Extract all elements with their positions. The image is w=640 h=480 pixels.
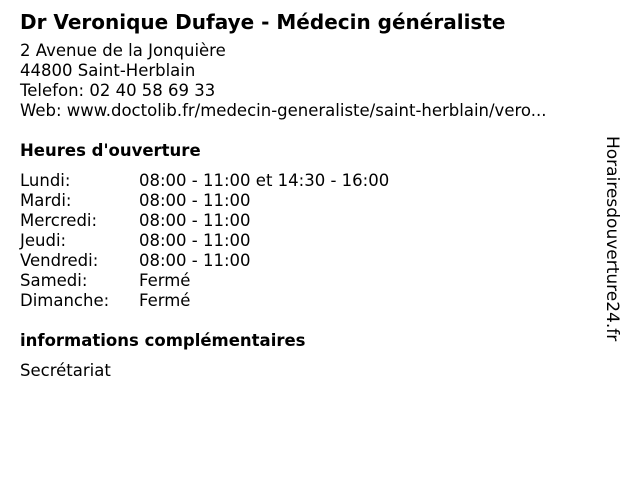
city-address: 44800 Saint-Herblain [20,61,196,80]
time-value: 08:00 - 11:00 [139,211,251,230]
opening-hours-table [20,171,600,311]
contact-block [20,41,600,121]
hours-row-tuesday [20,191,600,211]
practice-card [20,9,600,381]
day-label: Mercredi: [20,211,98,230]
time-value: 08:00 - 11:00 [139,191,251,210]
day-label: Mardi: [20,191,72,210]
day-label: Samedi: [20,271,88,290]
hours-row-monday [20,171,600,191]
day-label: Lundi: [20,171,71,190]
hours-row-friday [20,251,600,271]
day-label: Dimanche: [20,291,110,310]
street-address: 2 Avenue de la Jonquière [20,41,226,60]
hours-row-sunday [20,291,600,311]
day-label: Jeudi: [20,231,67,250]
day-label: Vendredi: [20,251,99,270]
time-value: 08:00 - 11:00 [139,251,251,270]
page-title: Dr Veronique Dufaye - Médecin généraliste [20,10,506,34]
time-value: Fermé [139,291,191,310]
time-value: 08:00 - 11:00 et 14:30 - 16:00 [139,171,390,190]
website-link[interactable]: Web: www.doctolib.fr/medecin-generaliste/saint-herblain/vero... [20,101,547,120]
time-value: 08:00 - 11:00 [139,231,251,250]
opening-hours-heading: Heures d'ouverture [20,141,201,160]
phone-number: Telefon: 02 40 58 69 33 [20,81,216,100]
additional-info-heading: informations complémentaires [20,331,306,350]
additional-info-text: Secrétariat [20,361,111,380]
site-watermark: Horairesdouverture24.fr [602,136,622,342]
time-value: Fermé [139,271,191,290]
hours-row-wednesday [20,211,600,231]
hours-row-thursday [20,231,600,251]
hours-row-saturday [20,271,600,291]
